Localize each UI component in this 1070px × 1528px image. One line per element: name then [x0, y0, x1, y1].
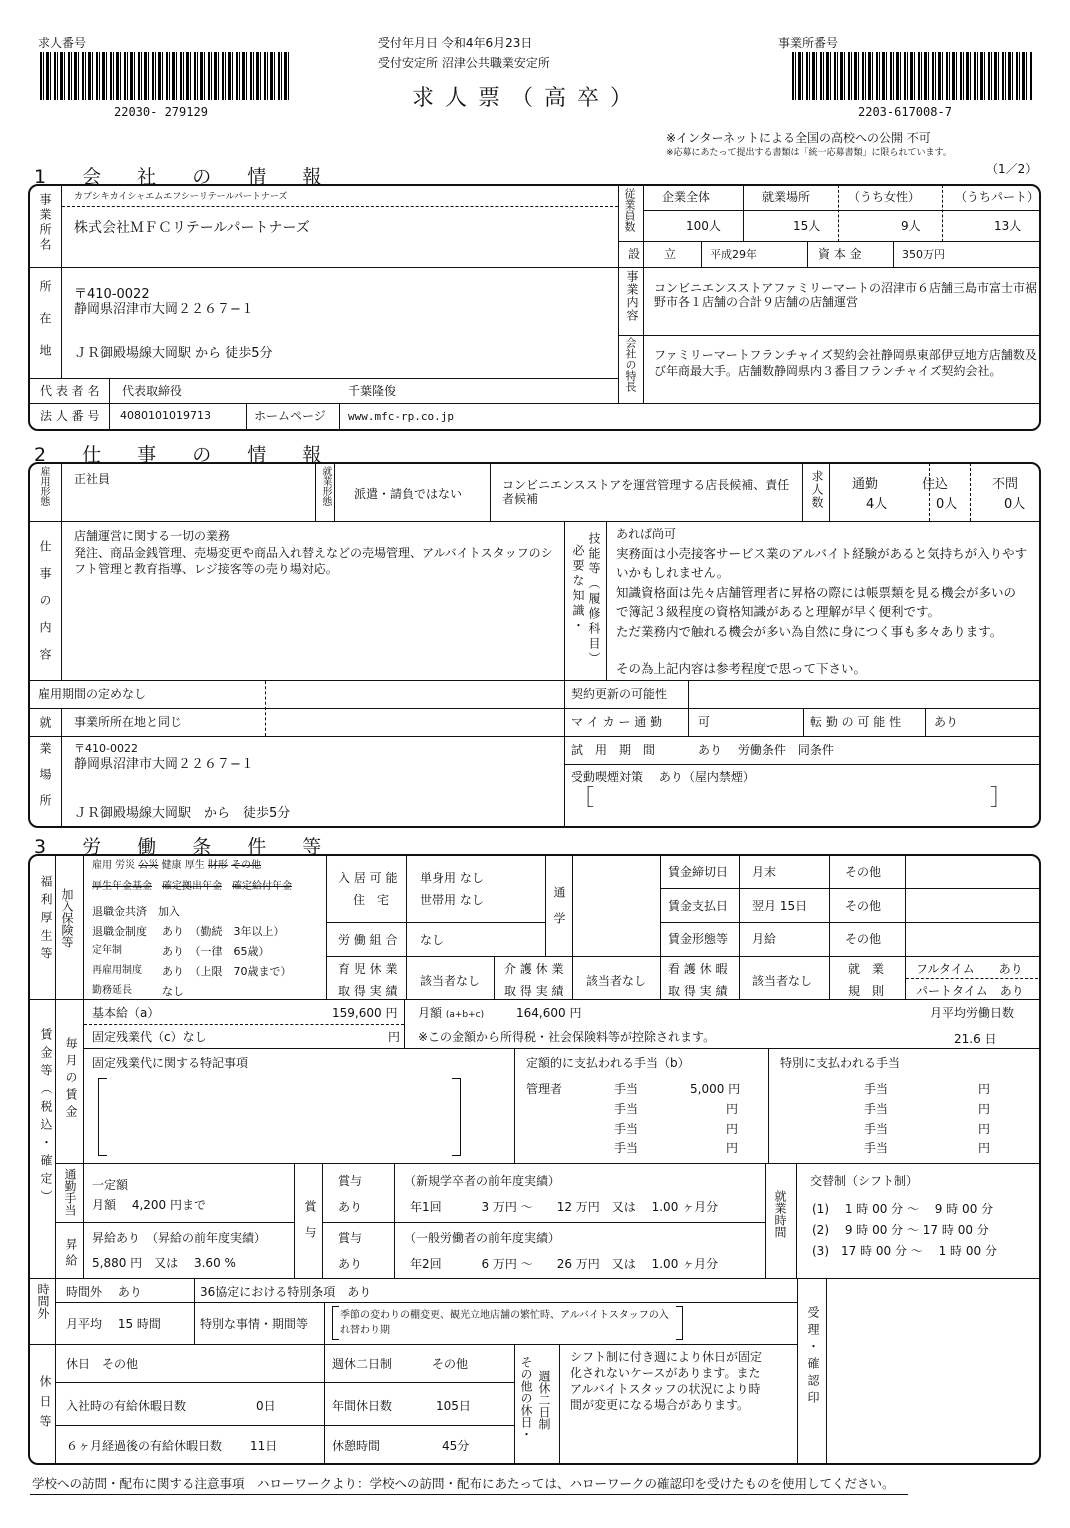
- insurance-2: 厚生年金基金 確定拠出年金 確定給付年金: [92, 881, 292, 892]
- established: 平成29年: [710, 248, 757, 261]
- office-number: 2203-617008-7: [858, 105, 952, 119]
- bonus-general-label: 賞与: [338, 1231, 363, 1245]
- wage-form-label: 賃金形態等: [668, 932, 729, 946]
- wage-cutoff-label: 賃金締切日: [668, 865, 729, 879]
- job-title: コンビニエンスストアを運営管理する店長候補、責任者候補: [502, 478, 790, 507]
- emp-part-label: （うちパート）: [955, 190, 1040, 204]
- shift-3: (3) 17 時 00 分 ～ 1 時 00 分: [812, 1244, 997, 1258]
- job-number-label: 求人番号: [38, 36, 87, 50]
- annual-holidays: 105日: [436, 1399, 471, 1413]
- label-bonus-v: 賞与: [303, 1200, 317, 1252]
- skills-1: あれば尚可: [616, 527, 677, 541]
- trial-period: あり 労働条件 同条件: [698, 743, 834, 757]
- avg-overtime: 月平均 15 時間: [66, 1317, 161, 1331]
- office-number-barcode: [792, 52, 1032, 100]
- work-rules-label-2: 規 則: [848, 984, 885, 998]
- my-car: 可: [698, 715, 711, 729]
- label-employees: 従業員数: [623, 188, 636, 232]
- company-name-kana: カブシキカイシャエムエフシーリテールパートナーズ: [74, 192, 288, 202]
- wage-form: 月給: [752, 932, 777, 946]
- extension: なし: [162, 985, 184, 998]
- break-time-label: 休憩時間: [332, 1439, 381, 1453]
- overtime: 時間外 あり: [66, 1285, 142, 1299]
- business-content: コンビニエンスストアファミリーマートの沼津市６店舗三島市富士市裾野市各１店舗の合計９店舗の店舗運営: [654, 281, 1038, 310]
- base-pay: 159,600 円: [332, 1006, 398, 1020]
- company-zip: 〒410-0022: [74, 287, 150, 302]
- nursing-label-2: 取 得 実 績: [504, 984, 564, 998]
- section-3-heading: 3 労 働 条 件 等: [34, 836, 337, 858]
- wage-payday: 翌月 15日: [752, 899, 808, 913]
- any-label: 不問: [992, 477, 1019, 492]
- rehire-label: 再雇用制度: [92, 965, 142, 976]
- insurance-1: 雇用 労災 公災 健康 厚生 財形 その他: [92, 860, 262, 871]
- allowance-4-label: 手当: [614, 1141, 639, 1155]
- initial-leave: 0日: [256, 1399, 276, 1413]
- established-label: 設 立: [628, 247, 677, 261]
- monthly-total-label: 月額 (a+b+c): [418, 1006, 485, 1020]
- family-housing: 世帯用 なし: [420, 893, 484, 907]
- label-office-name: 事業所名: [38, 193, 52, 253]
- special-4-yen: 円: [978, 1141, 991, 1155]
- special-3-yen: 円: [978, 1122, 991, 1136]
- nursing-label-1: 介 護 休 業: [504, 962, 564, 976]
- workplace-zip: 〒410-0022: [74, 742, 138, 755]
- care-leave: 該当者なし: [752, 974, 813, 988]
- allowance-1-label: 手当: [614, 1082, 639, 1096]
- skills-3: 知識資格面は先々店舗管理者に昇格の際には帳票類を見る機会が多いので簿記３級程度の資格知識があると理解が早く便利です。: [616, 585, 1017, 619]
- bonus-general-status: あり: [338, 1257, 363, 1271]
- label-holidays: 休日等: [38, 1375, 52, 1435]
- special-2-label: 手当: [864, 1102, 889, 1116]
- job-info-box: [28, 462, 1041, 828]
- employment-period: 雇用期間の定めなし: [38, 687, 147, 701]
- form-title: 求 人 票 （ 高 卒 ）: [412, 86, 634, 111]
- fixed-overtime-label: 固定残業代（c）なし: [92, 1030, 207, 1044]
- single-housing: 単身用 なし: [420, 871, 484, 885]
- job-content-2: 発注、商品金銭管理、売場変更や商品入れ替えなどの売場管理、アルバイトスタッフのシフト管理と教育指導、レジ接客等の売り場対応。: [74, 546, 553, 576]
- my-car-label: マ イ カ ー 通 勤: [571, 715, 663, 729]
- label-openings: 求人数: [810, 470, 824, 509]
- shift-system: 交替制（シフト制）: [810, 1174, 919, 1188]
- emp-part: 13人: [994, 219, 1022, 233]
- bonus-general-value: 年2回 6 万円 ～ 26 万円 又は 1.00 ヶ月分: [410, 1257, 719, 1271]
- label-welfare: 福利厚生等: [39, 875, 53, 965]
- workplace-address: 静岡県沼津市大岡２２６７−１: [74, 757, 254, 772]
- special-circumstances-label: 特別な事情・期間等: [200, 1317, 309, 1331]
- smoking-bracket-right: ］: [990, 786, 1013, 811]
- union-label: 労 働 組 合: [338, 933, 398, 947]
- emp-site: 15人: [793, 219, 821, 233]
- office-number-label: 事業所番号: [778, 36, 839, 50]
- label-workplace: 就業場所: [38, 716, 52, 820]
- skills-4: ただ業務内で触れる機会が多い為自然に身につく事も多々あります。: [616, 624, 1003, 639]
- workplace: 事業所所在地と同じ: [74, 715, 183, 729]
- special-2-yen: 円: [978, 1102, 991, 1116]
- retirement-label: 退職金制度: [92, 925, 147, 938]
- fixed-amount: 一定額: [92, 1178, 129, 1192]
- footer-note: 学校への訪問・配布に関する注意事項 ハローワークより：学校への訪問・配布にあたっては、ハローワークの確認印を受けたものを使用してください。: [32, 1476, 895, 1491]
- allowance-3-label: 手当: [614, 1122, 639, 1136]
- allowance-4-yen: 円: [726, 1141, 739, 1155]
- retirement-mutual: 退職金共済 加入: [92, 905, 180, 918]
- commute-allowance: 月額 4,200 円まで: [92, 1198, 206, 1212]
- notes-bracket-right: [452, 1078, 461, 1156]
- label-wages: 賃金等（税込・確定）: [39, 1028, 53, 1208]
- circ-bracket-right: [676, 1306, 683, 1340]
- label-job-content: 仕事の内容: [38, 540, 52, 675]
- bonus-new-label: 賞与: [338, 1174, 363, 1188]
- live-in-count: 0人: [936, 497, 958, 512]
- housing-label-1: 入 居 可 能: [338, 871, 398, 885]
- six-month-leave-label: ６ヶ月経過後の有給休暇日数: [66, 1439, 223, 1453]
- emp-all-label: 企業全体: [662, 190, 711, 204]
- label-features: 会社の特長: [624, 337, 637, 392]
- label-skills-1: 必要な知識・: [571, 544, 585, 634]
- work-rules-label-1: 就 業: [848, 962, 885, 976]
- page-number: （1／2）: [986, 162, 1038, 176]
- annual-holidays-label: 年間休日数: [332, 1399, 393, 1413]
- allowance-2-yen: 円: [726, 1102, 739, 1116]
- reception-office: 受付安定所 沼津公共職業安定所: [378, 56, 550, 70]
- label-commute-allowance: 通勤手当: [63, 1168, 77, 1216]
- homepage-label: ホームページ: [254, 409, 326, 423]
- rep-title: 代表取締役: [122, 384, 183, 398]
- any-count: 0人: [1004, 497, 1026, 512]
- care-leave-label-1: 看 護 休 暇: [668, 962, 728, 976]
- commute-count: 4人: [866, 497, 888, 512]
- label-monthly-wage: 毎月の賃金: [64, 1037, 78, 1122]
- tax-note: ※この金額から所得税・社会保険料等が控除されます。: [418, 1030, 716, 1044]
- company-features: ファミリーマートフランチャイズ契約会社静岡県東部伊豆地方店舗数及び年商最大手。店舗数静岡県内３番目フランチャイズ契約会社。: [654, 348, 1037, 378]
- break-time: 45分: [442, 1439, 470, 1453]
- special-circumstances: 季節の変わりの棚変更、観光立地店舗の繁忙時、アルバイトスタッフの入れ替わり期: [340, 1310, 669, 1336]
- label-other-holidays: その他の休日・: [519, 1356, 533, 1440]
- childcare-label-1: 育 児 休 業: [338, 962, 398, 976]
- emp-site-label: 就業場所: [762, 190, 811, 204]
- label-receipt-stamp: 受理・確認印: [806, 1306, 820, 1408]
- nursing: 該当者なし: [586, 974, 647, 988]
- emp-female: 9人: [901, 219, 921, 233]
- bonus-new-heading: （新規学卒者の前年度実績）: [404, 1174, 561, 1188]
- emp-all: 100人: [686, 219, 721, 233]
- company-name: 株式会社ＭＦＣリテールパートナーズ: [74, 220, 310, 236]
- rep-name: 千葉隆俊: [348, 384, 397, 398]
- job-number-barcode: [40, 52, 292, 100]
- job-number: 22030- 279129: [114, 105, 208, 119]
- transfer: あり: [934, 715, 959, 729]
- job-content-1: 店舗運営に関する一切の業務: [74, 529, 231, 543]
- shift-2: (2) 9 時 00 分 ～ 17 時 00 分: [812, 1223, 989, 1237]
- base-pay-label: 基本給（a）: [92, 1006, 160, 1020]
- employment-type: 正社員: [74, 472, 111, 486]
- holidays: 休日 その他: [66, 1357, 139, 1371]
- application-note: ※応募にあたって提出する書類は「統一応募書類」に限られています。: [666, 148, 952, 158]
- notes-bracket-left: [98, 1078, 107, 1156]
- raise-2: 5,880 円 又は 3.60 %: [92, 1256, 236, 1270]
- label-work-form: 就業形態: [320, 466, 331, 506]
- wage-cutoff: 月末: [752, 865, 777, 879]
- live-in-label: 住込: [922, 477, 949, 492]
- label-employment-type: 雇用形態: [38, 466, 49, 506]
- capital: 350万円: [902, 248, 945, 261]
- special-allowance-label: 特別に支払われる手当: [780, 1056, 901, 1070]
- skills-2: 実務面は小売接客サービス業のアルバイト経験があると気持ちが入りやすいかもしれません。: [616, 546, 1028, 580]
- retire-age-label: 定年制: [92, 945, 122, 956]
- fixed-overtime-yen: 円: [388, 1030, 401, 1044]
- allowance-1: 5,000 円: [690, 1082, 741, 1096]
- care-leave-label-2: 取 得 実 績: [668, 984, 728, 998]
- label-five-day-v: 週休二日制: [537, 1370, 551, 1430]
- internet-publication: ※インターネットによる全国の高校への公開 不可: [666, 131, 931, 145]
- allowance-2-label: 手当: [614, 1102, 639, 1116]
- label-insurance: 加入保険等: [60, 888, 74, 948]
- company-address: 静岡県沼津市大岡２２６７−１: [74, 302, 254, 317]
- wage-payday-label: 賃金支払日: [668, 899, 729, 913]
- transfer-label: 転 勤 の 可 能 性: [810, 715, 902, 729]
- corp-number: 4080101019713: [120, 409, 211, 422]
- commute-label: 通勤: [852, 477, 879, 492]
- monthly-total: 164,600 円: [516, 1006, 582, 1020]
- reception-date: 受付年月日 令和4年6月23日: [378, 36, 533, 50]
- childcare: 該当者なし: [420, 974, 481, 988]
- fixed-ot-notes-label: 固定残業代に関する特記事項: [92, 1056, 249, 1070]
- allowance-3-yen: 円: [726, 1122, 739, 1136]
- wage-form-other: その他: [845, 932, 882, 946]
- avg-workdays-label: 月平均労働日数: [930, 1006, 1015, 1020]
- label-overtime: 時間外: [36, 1283, 50, 1319]
- rules-fulltime: フルタイム あり: [916, 962, 1023, 976]
- trial-label: 試 用 期 間: [571, 743, 656, 757]
- agreement-36: 36協定における特別条項 あり: [200, 1285, 372, 1299]
- fixed-allowance-label: 定額的に支払われる手当（b）: [526, 1056, 690, 1070]
- special-3-label: 手当: [864, 1122, 889, 1136]
- label-skills-2: 技能等（履修科目）: [587, 532, 601, 667]
- bonus-general-heading: （一般労働者の前年度実績）: [404, 1231, 561, 1245]
- capital-label: 資 本 金: [818, 247, 862, 261]
- label-business: 事業内容: [625, 270, 639, 322]
- raise-1: 昇給あり （昇給の前年度実績）: [92, 1231, 267, 1245]
- manager-allowance-label: 管理者: [526, 1082, 563, 1096]
- label-work-hours: 就業時間: [773, 1190, 787, 1238]
- dispatch-status: 派遣・請負ではない: [354, 487, 463, 501]
- holiday-notes: シフト制に付き週により休日が固定化されないケースがあります。またアルバイトスタッフの状況により時間が変更になる場合があります。: [570, 1350, 763, 1412]
- renewal-label: 契約更新の可能性: [571, 687, 668, 701]
- shift-1: (1) 1 時 00 分 ～ 9 時 00 分: [812, 1202, 994, 1216]
- special-4-label: 手当: [864, 1141, 889, 1155]
- homepage-url: www.mfc-rp.co.jp: [348, 410, 454, 423]
- corp-number-label: 法 人 番 号: [40, 409, 100, 423]
- smoking-measure: 受動喫煙対策 あり（屋内禁煙）: [571, 770, 755, 784]
- company-access: ＪＲ御殿場線大岡駅 から 徒歩5分: [74, 346, 273, 361]
- initial-leave-label: 入社時の有給休暇日数: [66, 1399, 187, 1413]
- six-month-leave: 11日: [250, 1439, 278, 1453]
- union: なし: [420, 933, 445, 947]
- rehire: あり （上限 70歳まで）: [162, 965, 292, 978]
- label-commute-school: 通学: [552, 886, 566, 938]
- bonus-new-value: 年1回 3 万円 ～ 12 万円 又は 1.00 ヶ月分: [410, 1200, 719, 1214]
- section-2-heading: 2 仕 事 の 情 報: [34, 444, 337, 466]
- retirement: あり （勤続 3年以上）: [162, 925, 285, 938]
- bonus-new-status: あり: [338, 1200, 363, 1214]
- five-day-week: その他: [432, 1357, 469, 1371]
- avg-workdays: 21.6 日: [954, 1032, 997, 1046]
- wage-cutoff-other: その他: [845, 865, 882, 879]
- special-1-label: 手当: [864, 1082, 889, 1096]
- circ-bracket-left: [332, 1306, 339, 1340]
- skills-5: その為上記内容は参考程度で思って下さい。: [616, 661, 867, 676]
- label-address: 所在地: [38, 280, 52, 376]
- housing-label-2: 住 宅: [353, 893, 390, 907]
- special-1-yen: 円: [978, 1082, 991, 1096]
- wage-payday-other: その他: [845, 899, 882, 913]
- section-1-heading: 1 会 社 の 情 報: [34, 166, 337, 188]
- five-day-week-label: 週休二日制: [332, 1357, 393, 1371]
- extension-label: 勤務延長: [92, 985, 132, 996]
- childcare-label-2: 取 得 実 績: [338, 984, 398, 998]
- smoking-bracket-left: ［: [572, 786, 595, 811]
- retire-age: あり （一律 65歳）: [162, 945, 270, 958]
- workplace-access: ＪＲ御殿場線大岡駅 から 徒歩5分: [74, 806, 291, 821]
- label-raise: 昇給: [64, 1238, 78, 1270]
- rules-parttime: パートタイム あり: [916, 984, 1024, 998]
- rep-label: 代 表 者 名: [40, 384, 100, 398]
- emp-female-label: （うち女性）: [848, 190, 921, 204]
